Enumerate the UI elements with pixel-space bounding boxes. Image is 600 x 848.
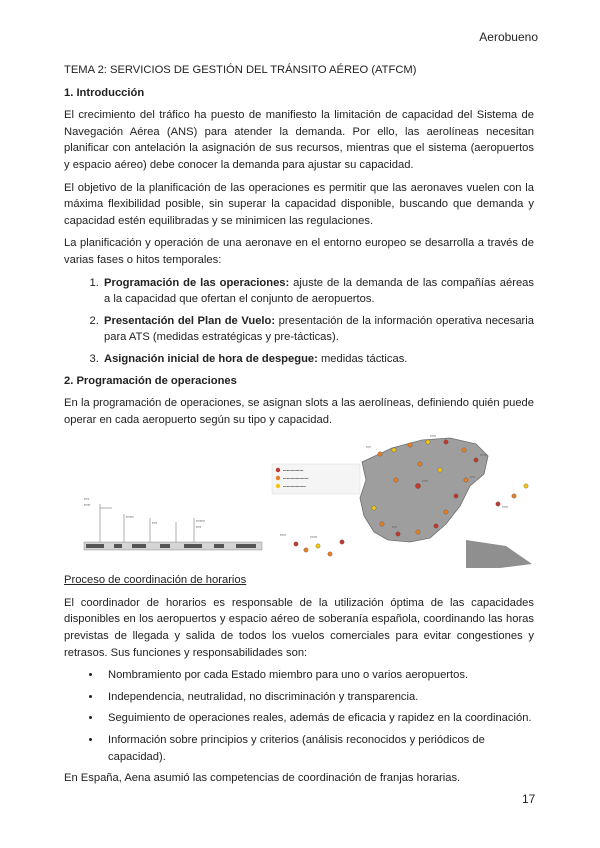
paragraph: El objetivo de la planificación de las operaciones es permitir que las aeronaves vuelen con la máxima flexibilidad posible, sin superar la capacidad disponible, buscando que demanda y capacidad estén equilibradas y se minimicen las regulaciones. (64, 181, 534, 227)
responsibilities-list (64, 667, 534, 765)
svg-text:▪▪▪▪▪: ▪▪▪▪▪ (422, 479, 429, 484)
timeline-diagram (80, 434, 270, 564)
section-heading-programacion: 2. Programación de operaciones (64, 374, 237, 387)
svg-text:▪▪▪▪▪: ▪▪▪▪▪ (502, 505, 509, 510)
paragraph: El crecimiento del tráfico ha puesto de manifiesto la limitación de capacidad del Sistema de Navegación Aérea (ANS) para atender la demanda. Por ello, las aerolíneas necesitan planificar con antelación la asignación de sus recursos, mientras que el sistema (aeropuertos y espacio aéreo) debe conocer la demanda para ajustar su capacidad. (64, 109, 534, 171)
page-number: 17 (522, 792, 536, 806)
phase-text: ajuste de la demanda de las compañías aéreas a la capacidad que ofertan el conjunto de aeropuertos. (104, 276, 534, 306)
svg-text:▪▪▪▪▪▪: ▪▪▪▪▪▪ (310, 535, 318, 540)
page-content (64, 62, 534, 793)
svg-text:▪▪▪▪▪▪▪▪▪▪▪▪▪▪▪▪: ▪▪▪▪▪▪▪▪▪▪▪▪▪▪▪▪ (283, 468, 304, 473)
section-heading-introduccion: 1. Introducción (64, 86, 145, 99)
paragraph: La planificación y operación de una aeronave en el entorno europeo se desarrolla a través de varias fases o hitos temporales: (64, 237, 534, 266)
svg-text:▪▪▪▪: ▪▪▪▪ (152, 521, 158, 526)
phase-title: Programación de las operaciones: (104, 276, 290, 289)
phase-list (64, 275, 534, 368)
paragraph: En la programación de operaciones, se asignan slots a las aerolíneas, definiendo quién puede operar en cada aeropuerto según su tipo y capacidad. (64, 397, 534, 426)
svg-text:▪▪▪▪: ▪▪▪▪ (470, 475, 475, 480)
paragraph: En España, Aena asumió las competencias de coordinación de franjas horarias. (64, 772, 461, 785)
list-item: • Información sobre principios y criterios (análisis reconocidos y periódicos de capacidad). (102, 732, 534, 765)
phase-item (102, 351, 534, 368)
spain-airports-map (270, 434, 540, 568)
phase-item (102, 275, 534, 308)
svg-text:▪▪▪▪▪▪▪: ▪▪▪▪▪▪▪ (196, 519, 205, 524)
list-item: • Independencia, neutralidad, no discriminación y transparencia. (102, 689, 534, 706)
svg-text:▪▪▪▪▪▪: ▪▪▪▪▪▪ (126, 515, 134, 520)
list-item: • Nombramiento por cada Estado miembro para uno o varios aeropuertos. (102, 667, 534, 684)
figures-row (64, 434, 534, 568)
svg-text:▪▪▪▪: ▪▪▪▪ (84, 497, 90, 502)
svg-text:▪▪▪▪: ▪▪▪▪ (392, 525, 397, 530)
svg-text:▪▪▪▪▪▪: ▪▪▪▪▪▪ (480, 453, 488, 458)
phase-text: presentación de la información operativa necesaria para ATS (medidas estratégicas y pre-tácticas). (104, 314, 534, 344)
svg-text:▪▪▪▪▪: ▪▪▪▪▪ (430, 434, 437, 439)
svg-text:▪▪▪▪: ▪▪▪▪ (196, 525, 202, 530)
list-item: • Seguimiento de operaciones reales, además de eficacia y rapidez en la coordinación. (102, 710, 534, 727)
phase-item (102, 313, 534, 346)
svg-text:▪▪▪▪: ▪▪▪▪ (366, 445, 371, 450)
running-header: Aerobueno (479, 30, 538, 44)
svg-text:▪▪▪▪▪▪▪▪▪▪▪▪▪▪▪▪▪▪: ▪▪▪▪▪▪▪▪▪▪▪▪▪▪▪▪▪▪ (283, 484, 306, 489)
phase-title: Presentación del Plan de Vuelo: (104, 314, 276, 327)
svg-text:▪▪▪▪▪▪▪▪▪▪▪▪▪▪▪▪▪▪▪▪: ▪▪▪▪▪▪▪▪▪▪▪▪▪▪▪▪▪▪▪▪ (283, 476, 309, 481)
phase-text: medidas tácticas. (317, 352, 408, 365)
svg-text:▪▪▪▪▪: ▪▪▪▪▪ (280, 533, 287, 538)
topic-title: TEMA 2: SERVICIOS DE GESTIÓN DEL TRÁNSITO AÉREO (ATFCM) (64, 64, 417, 76)
paragraph: El coordinador de horarios es responsable de la utilización óptima de las capacidades disponibles en los aeropuertos y espacio aéreo de soberanía española, coordinando las horas previstas de llegada y salida de todos los vuelos comerciales para evitar congestiones y retrasos. Sus funciones y responsabilidades son: (64, 596, 534, 659)
phase-title: Asignación inicial de hora de despegue: (104, 352, 318, 365)
subsection-heading: Proceso de coordinación de horarios (64, 574, 247, 587)
svg-text:▪▪▪▪▪: ▪▪▪▪▪ (84, 503, 91, 508)
